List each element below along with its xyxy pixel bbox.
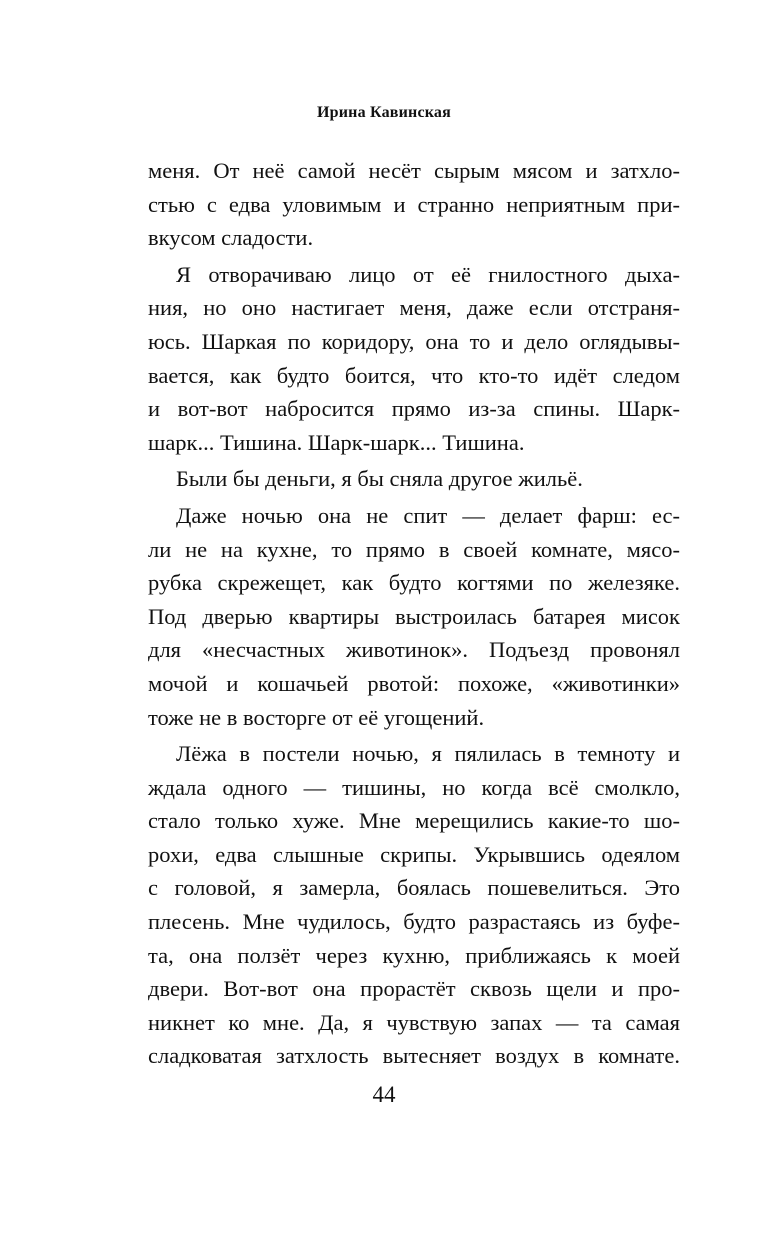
running-header-author: Ирина Кавинская xyxy=(317,104,451,121)
text-line: мочой и кошачьей рвотой: похоже, «животинки» xyxy=(148,670,680,696)
text-line: та, она ползёт через кухню, приближаясь к моей xyxy=(148,942,680,968)
paragraph xyxy=(148,499,680,734)
text-line: Даже ночью она не спит — делает фарш: ес- xyxy=(176,502,680,528)
paragraph xyxy=(148,258,680,460)
text-line: ли не на кухне, то прямо в своей комнате, мясо- xyxy=(148,536,680,562)
text-line: вкусом сладости. xyxy=(148,225,314,251)
text-line: никнет ко мне. Да, я чувствую запах — та самая xyxy=(148,1009,680,1035)
text-line: с головой, я замерла, боялась пошевелиться. Это xyxy=(148,875,680,901)
text-line: рохи, едва слышные скрипы. Укрывшись одеялом xyxy=(148,841,680,867)
text-line: плесень. Мне чудилось, будто разрастаясь из буфе- xyxy=(148,909,680,935)
text-line: Я отворачиваю лицо от её гнилостного дыха- xyxy=(176,261,680,287)
text-line: юсь. Шаркая по коридору, она то и дело оглядывы- xyxy=(148,328,680,354)
page-number: 44 xyxy=(372,1082,396,1107)
text-line: рубка скрежещет, как будто когтями по железяке. xyxy=(148,570,680,596)
text-line: ния, но оно настигает меня, даже если отстраня- xyxy=(148,295,680,321)
paragraph xyxy=(148,154,680,255)
text-line: стью с едва уловимым и странно неприятным при- xyxy=(148,191,680,217)
paragraph xyxy=(148,462,680,496)
paragraph xyxy=(148,737,680,1073)
text-line: сладковатая затхлость вытесняет воздух в комнате. xyxy=(148,1043,680,1069)
text-line: для «несчастных животинок». Подъезд провонял xyxy=(148,637,680,663)
text-line: и вот-вот набросится прямо из-за спины. Шарк- xyxy=(148,396,680,422)
text-line: вается, как будто боится, что кто-то идёт следом xyxy=(148,362,680,388)
text-line: двери. Вот-вот она прорастёт сквозь щели и про- xyxy=(148,976,680,1002)
text-line: стало только хуже. Мне мерещились какие-то шо- xyxy=(148,808,680,834)
text-line: шарк... Тишина. Шарк-шарк... Тишина. xyxy=(148,429,525,455)
page-body-text xyxy=(148,154,680,1073)
text-line: ждала одного — тишины, но когда всё смолкло, xyxy=(148,774,680,800)
text-line: Были бы деньги, я бы сняла другое жильё. xyxy=(176,466,583,492)
text-line: тоже не в восторге от её угощений. xyxy=(148,704,485,730)
text-line: Под дверью квартиры выстроилась батарея мисок xyxy=(148,603,680,629)
text-line: Лёжа в постели ночью, я пялилась в темноту и xyxy=(176,741,680,767)
text-line: меня. От неё самой несёт сырым мясом и затхло- xyxy=(148,158,680,183)
